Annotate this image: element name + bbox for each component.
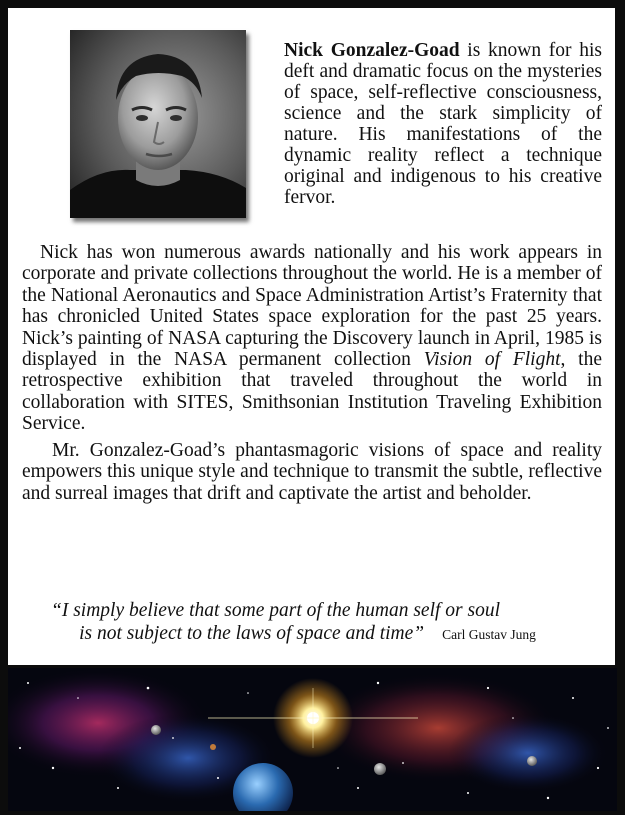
space-banner: [8, 668, 617, 811]
space-artwork: [8, 668, 617, 811]
style-text: Mr. Gonzalez-Goad’s phantasmagoric visions of space and reality empowers this unique style and technique to transmit the subtle, reflective and surreal images that drift and captivate the artist and beholder.: [22, 440, 602, 504]
intro-text: is known for his deft and dramatic focus on the mysteries of space, self-reflective consciousness, science and the stark simplicity of nature. His manifestations of the dynamic reality reflect a technique original and indigenous to his creative fervor.: [284, 40, 602, 208]
bio-panel: [8, 8, 615, 665]
style-paragraph: [22, 440, 602, 504]
awards-paragraph: [22, 242, 602, 435]
quote-block: [8, 599, 615, 646]
artist-portrait: [70, 30, 246, 218]
quote-attribution: Carl Gustav Jung: [442, 627, 536, 642]
awards-text-start: Nick has won numerous awards nationally and his work appears in corporate and private collections throughout the world. He is a member of the National Aeronautics and Space Administration Artist’s Fraternity that has chronicled United States space exploration for the past 25 years. Nick’s painting of NASA capturing the Discovery launch in April, 1985 is displayed in the NASA permanent collection: [22, 242, 602, 371]
awards-text-end: , the retrospective exhibition that traveled throughout the world in collaboration with SITES, Smithsonian Institution Traveling Exhibition Service.: [22, 349, 602, 435]
portrait-image: [70, 30, 246, 218]
artist-name: Nick Gonzalez-Goad: [284, 40, 460, 61]
quote-line-1: “I simply believe that some part of the human self or soul: [51, 600, 500, 621]
exhibition-title: Vision of Flight: [423, 349, 561, 371]
intro-paragraph: [284, 40, 602, 208]
quote-line-2: is not subject to the laws of space and time”: [79, 623, 425, 644]
quote-line-2-wrap: [8, 622, 615, 646]
